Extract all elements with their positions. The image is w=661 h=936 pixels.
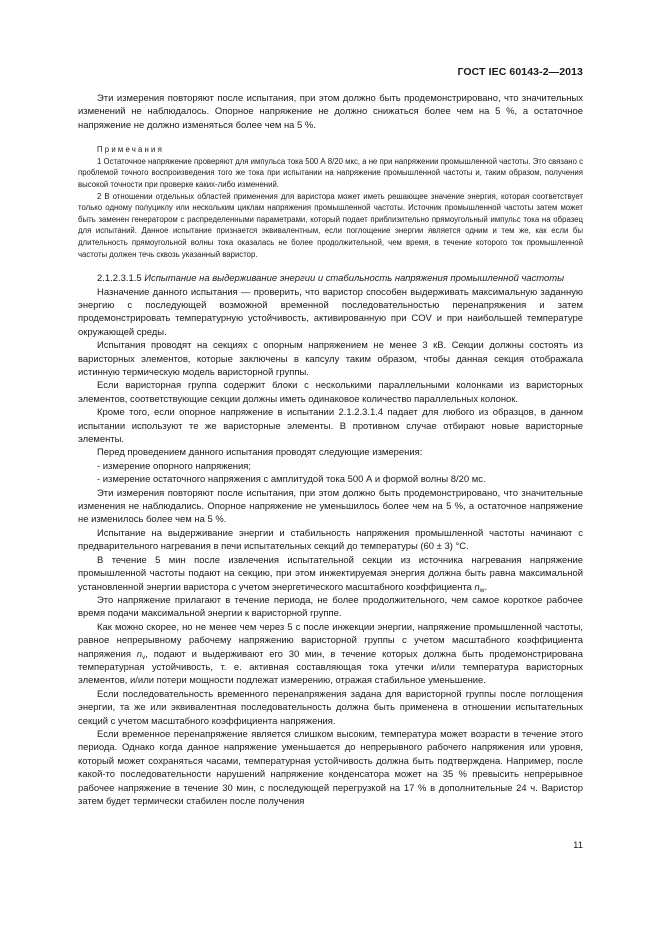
notes-heading: Примечания — [97, 145, 165, 155]
notes-block — [78, 144, 583, 260]
paragraph-preheating: Испытание на выдерживание энергии и стабильность напряжения промышленной частоты начинают с предварительного нагревания в печи испытательных секций до температуры (60 ± 3) °С. — [78, 527, 583, 553]
paragraph-sections: Испытания проводят на секциях с опорным напряжением не менее 3 кВ. Секции должны состоять из варисторных элементов, которые заключены в капсулу таким образом, чтобы данная секция отображала истинную термическую модель варисторной группы. — [78, 340, 583, 378]
note-1: 1 Остаточное напряжение проверяют для импульса тока 500 А 8/20 мкс, а не при напряжении промышленной частоты. Это связано с проблемой точного воспроизведения того же тока при испытании на напряжение промышленной частоты и, таким образом, получения высокой точности при проверке каких-либо изменений. — [78, 156, 583, 189]
paragraph-parallel-columns: Если варисторная группа содержит блоки с несколькими параллельными колонками из варисторных элементов, соответствующие секции должны иметь одинаковое количество параллельных колонок. — [78, 380, 583, 405]
paragraph-thermal-stability: Как можно скорее, но не менее чем через 5 с после инжекции энергии, напряжение промышленной частоты, равное непрерывному рабочему напряжению варисторной группы с учетом масштабного коэффициента напряжения $n_v$, подают и выдерживают его 30 мин, в течение которых должна быть продемонстрирована температурная устойчивость, т. е. активная составляющая тока утечки и/или температура варисторных элементов, и/или потери мощности подлежат измерению, отражая стабильное уменьшение. — [78, 621, 583, 687]
paragraph-measurements-intro: Перед проведением данного испытания проводят следующие измерения: — [97, 447, 423, 459]
section-title: Испытание на выдерживание энергии и стабильность напряжения промышленной частоты — [144, 273, 565, 285]
list-item: - измерение остаточного напряжения с амплитудой тока 500 А и формой волны 8/20 мс. — [97, 474, 486, 486]
document-body — [78, 92, 583, 808]
section-number: 2.1.2.3.1.5 — [97, 273, 142, 285]
intro-paragraph: Эти измерения повторяют после испытания, при этом должно быть продемонстрировано, что значительных изменений не наблюдалось. Опорное напряжение не должно снижаться более чем на 5 %, а остаточное напряжение не должно изменяться более чем на 5 %. — [78, 93, 583, 131]
paragraph-energy-injection: В течение 5 мин после извлечения испытательной секции из источника нагревания напряжение промышленной частоты подают на секцию, при этом инжектируемая энергия должна быть равна максимальной установленной энергии варистора с учетом энергетического масштабного коэффициента $n_w$. — [78, 554, 583, 594]
measurements-list — [78, 460, 583, 487]
paragraph-purpose: Назначение данного испытания — проверить, что варистор способен выдерживать максимальную заданную энергию с последующей возможной временной последовательностью перенапряжения и затем продемонстрировать температурную устойчивость, активированную при COV и при наибольшей температуре окружающей среды. — [78, 286, 583, 338]
paragraph-temporary-overvoltage: Если временное перенапряжение является слишком высоким, температура может возрасти в течение этого периода. Однако когда данное напряжение уменьшается до непрерывного рабочего напряжения или уровня, который может сохраняться часами, температурная устойчивость должна быть подтверждена. Например, после какой-то последовательности нарушений напряжение конденсатора может на 35 % превысить непрерывное рабочее напряжение в течение 30 мин, с последующей перегрузкой на 17 % в дополнительные 24 ч. Варистор затем будет термически стабилен после получения — [78, 728, 583, 807]
section-heading — [78, 272, 583, 285]
page-number: 11 — [573, 840, 583, 851]
paragraph-reference-voltage: Кроме того, если опорное напряжение в испытании 2.1.2.3.1.4 падает для любого из образцов, в данном испытании используют те же варисторные элементы. В противном случае отбирают новые варисторные элементы. — [78, 407, 583, 446]
paragraph-overvoltage-sequence: Если последовательность временного перенапряжения задана для варисторной группы после поглощения энергии, та же или эквивалентная последовательность должна быть применена в отношении испытательных секций с учетом масштабного коэффициента напряжения. — [78, 688, 583, 727]
list-item: - измерение опорного напряжения; — [97, 460, 251, 472]
note-2: 2 В отношении отдельных областей применения для варистора может иметь решающее значение энергия, которая соответствует только одному полуциклу или нескольким циклам напряжения промышленной частоты. Источник промышленной частоты затем может быть заменен генератором с распределенными параметрами, который подает приблизительно прямоугольный импульс тока на образец для испытаний. Данное испытание признается эквивалентным, если поглощение энергии является одним и тем же, как если бы длительность прямоугольной волны тока оказалась не более продолжительной, чем время, в течение которого ток промышленной частоты должен течь сквозь указанный варистор. — [78, 191, 583, 259]
paragraph-repeat-measurements: Эти измерения повторяют после испытания, при этом должно быть продемонстрировано, что значительные изменения не наблюдались. Опорное напряжение не уменьшилось более чем на 5 %, а остаточное напряжение не изменилось более чем на 5 %. — [78, 487, 583, 526]
paragraph-voltage-period: Это напряжение прилагают в течение периода, не более продолжительного, чем самое короткое рабочее время подачи максимальной энергии к варисторной группе. — [78, 594, 583, 620]
standard-header: ГОСТ IEC 60143-2—2013 — [457, 66, 583, 78]
